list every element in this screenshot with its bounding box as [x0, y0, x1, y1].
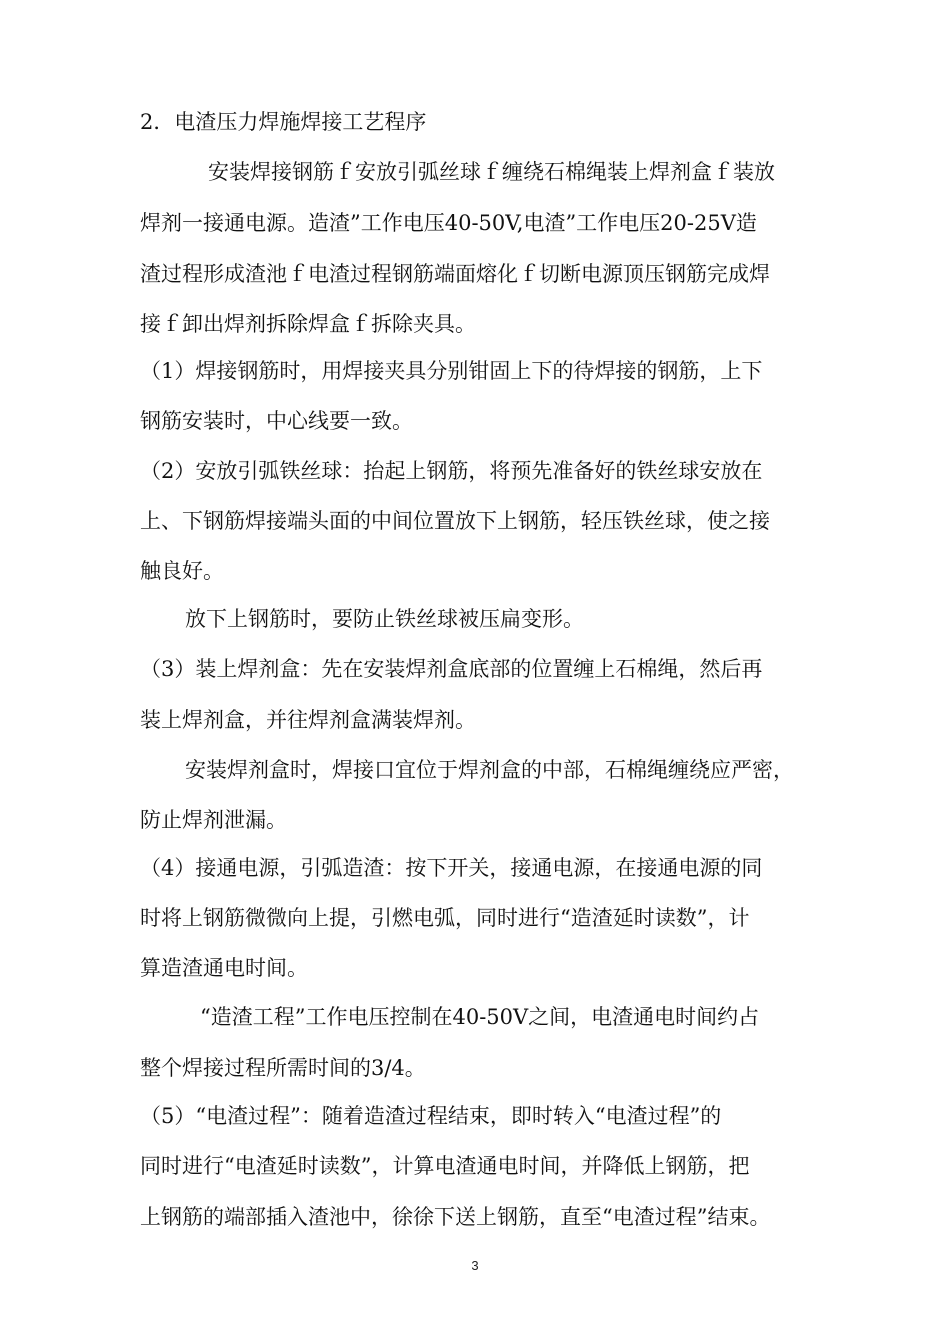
step-2-line: （2）安放引弧铁丝球：抬起上钢筋，将预先准备好的铁丝球安放在: [140, 459, 763, 483]
step-4-note-line: 整个焊接过程所需时间的3/4。: [140, 1056, 426, 1080]
step-3-line: （3）装上焊剂盒：先在安装焊剂盒底部的位置缠上石棉绳，然后再: [140, 657, 763, 681]
step-4-line: （4）接通电源，引弧造渣：按下开关，接通电源，在接通电源的同: [140, 856, 763, 880]
step-5-line: 上钢筋的端部插入渣池中，徐徐下送上钢筋，直至“电渣过程”结束。: [140, 1205, 771, 1229]
step-2-line: 上、下钢筋焊接端头面的中间位置放下上钢筋，轻压铁丝球，使之接: [140, 509, 770, 533]
step-3-note-line: 防止焊剂泄漏。: [140, 808, 287, 832]
step-2-line: 触良好。: [140, 559, 224, 583]
process-paragraph-line: 安装焊接钢筋ｆ安放引弧丝球ｆ缠绕石棉绳装上焊剂盒ｆ装放: [208, 160, 775, 184]
process-paragraph-line: 渣过程形成渣池ｆ电渣过程钢筋端面熔化ｆ切断电源顶压钢筋完成焊: [140, 262, 770, 286]
step-4-note-line: “造渣工程”工作电压控制在40-50V之间，电渣通电时间约占: [200, 1005, 760, 1029]
process-paragraph-line: 接ｆ卸出焊剂拆除焊盒ｆ拆除夹具。: [140, 312, 476, 336]
process-paragraph-line: 焊剂一接通电源。造渣”工作电压40-50V,电渣”工作电压20-25V造: [140, 211, 757, 235]
step-2-note: 放下上钢筋时，要防止铁丝球被压扁变形。: [185, 607, 584, 631]
step-5-line: （5）“电渣过程”：随着造渣过程结束，即时转入“电渣过程”的: [140, 1104, 722, 1128]
step-4-line: 时将上钢筋微微向上提，引燃电弧，同时进行“造渣延时读数”，计: [140, 906, 750, 930]
step-1-line: （1）焊接钢筋时，用焊接夹具分别钳固上下的待焊接的钢筋，上下: [140, 359, 763, 383]
step-3-line: 装上焊剂盒，并往焊剂盒满装焊剂。: [140, 708, 476, 732]
step-5-line: 同时进行“电渣延时读数”，计算电渣通电时间，并降低上钢筋，把: [140, 1154, 750, 1178]
step-3-note-line: 安装焊剂盒时，焊接口宜位于焊剂盒的中部，石棉绳缠绕应严密，: [185, 758, 794, 782]
page-number: 3: [471, 1258, 479, 1273]
section-heading: 2．电渣压力焊施焊接工艺程序: [140, 110, 427, 134]
step-4-line: 算造渣通电时间。: [140, 956, 308, 980]
step-1-line: 钢筋安装时，中心线要一致。: [140, 409, 413, 433]
